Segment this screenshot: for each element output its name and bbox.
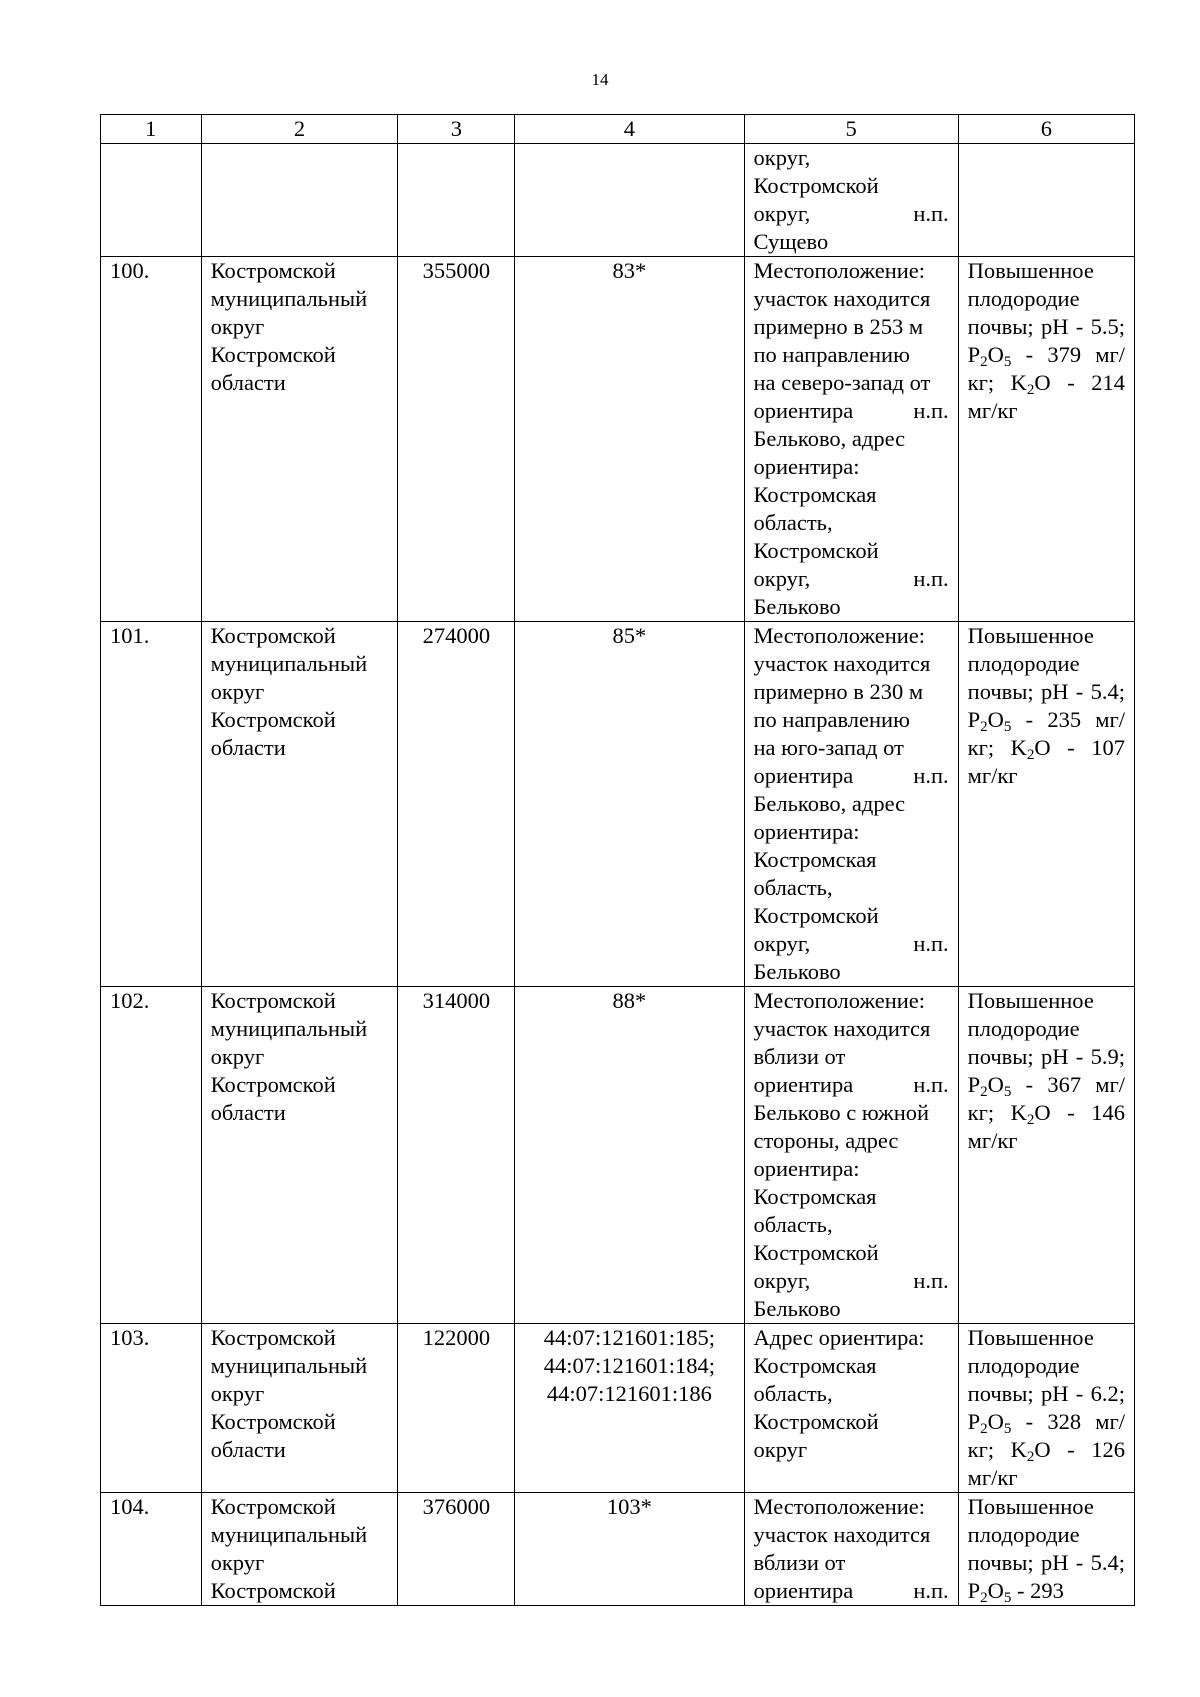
location-line (754, 1267, 949, 1295)
table-row (101, 1493, 1135, 1606)
p2o5-symbol: O (987, 1409, 1004, 1434)
district-line: округ (210, 314, 265, 339)
location-word: н.п. (913, 566, 949, 591)
k2o-symbol: O (1034, 1100, 1051, 1125)
location-line: Адрес ориентира: (753, 1325, 925, 1350)
location-line: Костромской (753, 903, 879, 928)
p2o5-subscript: 2 (980, 1590, 988, 1606)
k2o-value: 146 (1091, 1100, 1125, 1125)
p2o5-subscript: 5 (1003, 354, 1012, 370)
cadastral-cell (515, 987, 744, 1324)
table-cell (958, 144, 1134, 257)
p2o5-symbol: O (987, 707, 1004, 732)
p2o5-symbol: P (967, 342, 981, 367)
p2o5-symbol: O (987, 1072, 1004, 1097)
district-cell (201, 257, 398, 622)
continuation-row (101, 144, 1135, 257)
column-number: 1 (101, 115, 202, 144)
location-line (754, 397, 949, 425)
unit-mgkg: мг/кг (967, 1465, 1018, 1490)
location-line: Сущево (753, 229, 829, 254)
district-line: Костромской (210, 988, 336, 1013)
location-line: область, (753, 510, 833, 535)
location-line: Костромской (753, 1409, 879, 1434)
table-row (101, 622, 1135, 987)
row-number-cell: 103. (101, 1324, 202, 1493)
p2o5-subscript: 5 (1003, 719, 1012, 735)
district-line: муниципальный (210, 1522, 368, 1547)
district-line: Костромской (210, 707, 336, 732)
column-number: 6 (958, 115, 1134, 144)
location-word: н.п. (913, 763, 949, 788)
p2o5-value: 235 (1047, 707, 1082, 732)
location-line: Бельково (753, 594, 841, 619)
p2o5-subscript: 5 (1003, 1084, 1012, 1100)
location-line: участок находится (753, 286, 931, 311)
district-line: округ (210, 1550, 265, 1575)
p2o5-subscript: 2 (980, 354, 988, 370)
location-word: ориентира (753, 398, 854, 423)
column-number: 3 (398, 115, 515, 144)
p2o5-value: 328 (1047, 1409, 1082, 1434)
cadastral-cell (515, 1493, 744, 1606)
location-line (754, 200, 949, 228)
location-word: ориентира (753, 1072, 854, 1097)
location-line: Костромской (753, 173, 879, 198)
location-cell (744, 144, 958, 257)
p2o5-value: 379 (1047, 342, 1082, 367)
p2o5-subscript: 2 (980, 719, 988, 735)
location-line: ориентира: (753, 819, 860, 844)
k2o-value: 214 (1091, 370, 1125, 395)
location-line: область, (753, 1381, 833, 1406)
soil-heading: Повышенное плодородие почвы; pH - (967, 258, 1094, 339)
p2o5-subscript: 5 (1003, 1590, 1012, 1606)
district-line: Костромской (210, 1325, 336, 1350)
location-line (754, 1577, 949, 1605)
unit-mgkg: мг/кг (967, 398, 1018, 423)
location-line: округ (753, 1437, 808, 1462)
soil-heading: Повышенное плодородие почвы; pH - (967, 1494, 1094, 1575)
unit-mgkg: мг/кг (967, 763, 1018, 788)
k2o-subscript: 2 (1026, 382, 1035, 398)
district-line: Костромской (210, 342, 336, 367)
location-line: Местоположение: (753, 988, 926, 1013)
table-cell (398, 144, 515, 257)
unit-mgkg: мг/кг (967, 1409, 1125, 1462)
location-line (754, 565, 949, 593)
soil-heading: Повышенное плодородие почвы; pH - (967, 1325, 1094, 1406)
location-line: вблизи от (753, 1044, 846, 1069)
location-line: стороны, адрес (753, 1128, 899, 1153)
k2o-symbol: O (1034, 735, 1051, 760)
p2o5-symbol: P (967, 1409, 981, 1434)
location-line: область, (753, 1212, 833, 1237)
table-row (101, 257, 1135, 622)
ph-value: 5.4 (1090, 1550, 1119, 1575)
soil-heading: Повышенное плодородие почвы; pH - (967, 623, 1094, 704)
location-line: вблизи от (753, 1550, 846, 1575)
land-plots-table (100, 114, 1135, 1606)
location-word: округ, (753, 1268, 811, 1293)
district-line: округ (210, 1381, 265, 1406)
cadastral-cell (515, 1324, 744, 1493)
k2o-symbol: K (1010, 1437, 1027, 1462)
cadastral-line: 85* (612, 623, 647, 648)
location-cell (744, 1493, 958, 1606)
district-cell (201, 1324, 398, 1493)
k2o-subscript: 2 (1026, 1112, 1035, 1128)
district-line: Костромской (210, 1072, 336, 1097)
unit-mgkg: мг/кг (967, 1128, 1018, 1153)
district-line: округ (210, 1044, 265, 1069)
location-line: Бельково (753, 1296, 841, 1321)
row-number-cell: 100. (101, 257, 202, 622)
location-line: Бельково, адрес (753, 426, 906, 451)
k2o-symbol: K (1010, 735, 1027, 760)
area-cell: 314000 (398, 987, 515, 1324)
location-word: н.п. (913, 398, 949, 423)
district-line: области (210, 1100, 286, 1125)
location-line: Местоположение: (753, 1494, 926, 1519)
ph-value: 5.5 (1090, 314, 1119, 339)
location-line: участок находится (753, 1522, 931, 1547)
p2o5-subscript: 2 (980, 1084, 988, 1100)
location-cell (744, 1324, 958, 1493)
soil-fertility-cell: Повышенное плодородие почвы; pH - 5.4; $P_2O_5 - 235$ мг/кг; $K_2O - 107$ мг/кг (958, 622, 1134, 987)
location-line (754, 930, 949, 958)
district-cell (201, 1493, 398, 1606)
location-word: н.п. (913, 931, 949, 956)
district-line: муниципальный (210, 1353, 368, 1378)
table-cell (201, 144, 398, 257)
p2o5-subscript: 5 (1003, 1421, 1012, 1437)
district-line: Костромской (210, 1494, 336, 1519)
k2o-value: 107 (1091, 735, 1125, 760)
k2o-symbol: O (1034, 370, 1051, 395)
soil-fertility-cell: Повышенное плодородие почвы; pH - 5.5; $P_2O_5 - 379$ мг/кг; $K_2O - 214$ мг/кг (958, 257, 1134, 622)
p2o5-symbol: O (987, 1578, 1004, 1603)
area-cell: 274000 (398, 622, 515, 987)
location-cell (744, 257, 958, 622)
location-line: Костромской (753, 1240, 879, 1265)
location-line: Бельково, адрес (753, 791, 906, 816)
area-cell: 376000 (398, 1493, 515, 1606)
location-line (754, 762, 949, 790)
p2o5-value: 367 (1047, 1072, 1082, 1097)
location-cell (744, 622, 958, 987)
p2o5-symbol: O (987, 342, 1004, 367)
p2o5-symbol: P (967, 1578, 981, 1603)
soil-fertility-cell: Повышенное плодородие почвы; pH - 6.2; $P_2O_5 - 328$ мг/кг; $K_2O - 126$ мг/кг (958, 1324, 1134, 1493)
soil-fertility-cell: Повышенное плодородие почвы; pH - 5.9; $P_2O_5 - 367$ мг/кг; $K_2O - 146$ мг/кг (958, 987, 1134, 1324)
district-line: Костромской (210, 1409, 336, 1434)
k2o-symbol: K (1010, 1100, 1027, 1125)
table-row (101, 987, 1135, 1324)
column-number: 4 (515, 115, 744, 144)
district-line: округ (210, 679, 265, 704)
district-line: Костромской (210, 1578, 336, 1603)
row-number-cell: 102. (101, 987, 202, 1324)
location-cell (744, 987, 958, 1324)
location-line: на юго-запад от (753, 735, 904, 760)
location-line: Костромская (753, 847, 877, 872)
location-line: округ, (753, 145, 811, 170)
location-line: Бельково с южной (753, 1100, 930, 1125)
row-number-cell: 104. (101, 1493, 202, 1606)
location-word: н.п. (913, 1268, 949, 1293)
location-word: ориентира (753, 1578, 854, 1603)
location-line: Местоположение: (753, 258, 926, 283)
cadastral-line: 103* (606, 1494, 652, 1519)
location-line: Костромская (753, 1353, 877, 1378)
table-cell (515, 144, 744, 257)
location-line: по направлению (753, 707, 910, 732)
location-line: Костромская (753, 1184, 877, 1209)
location-line: Костромской (753, 538, 879, 563)
location-line: ориентира: (753, 454, 860, 479)
p2o5-value: 293 (1030, 1578, 1064, 1603)
district-line: Костромской (210, 258, 336, 283)
k2o-value: 126 (1091, 1437, 1125, 1462)
cadastral-line: 44:07:121601:185; (543, 1325, 715, 1350)
ph-value: 5.9 (1090, 1044, 1119, 1069)
location-word: округ, (753, 931, 811, 956)
column-number: 2 (201, 115, 398, 144)
location-line: примерно в 253 м (753, 314, 924, 339)
district-line: муниципальный (210, 651, 368, 676)
district-line: области (210, 1437, 286, 1462)
k2o-subscript: 2 (1026, 747, 1035, 763)
cadastral-line: 44:07:121601:186 (546, 1381, 712, 1406)
column-number-row (101, 115, 1135, 144)
district-line: области (210, 735, 286, 760)
p2o5-symbol: P (967, 1072, 981, 1097)
unit-mgkg: мг/кг (967, 707, 1125, 760)
location-line: участок находится (753, 651, 931, 676)
district-line: области (210, 370, 286, 395)
column-number: 5 (744, 115, 958, 144)
cadastral-line: 88* (612, 988, 647, 1013)
location-line (754, 1071, 949, 1099)
cadastral-line: 44:07:121601:184; (543, 1353, 715, 1378)
table-row (101, 1324, 1135, 1493)
k2o-symbol: O (1034, 1437, 1051, 1462)
district-line: муниципальный (210, 1016, 368, 1041)
district-line: Костромской (210, 623, 336, 648)
k2o-symbol: K (1010, 370, 1027, 395)
district-line: муниципальный (210, 286, 368, 311)
location-line: Местоположение: (753, 623, 926, 648)
soil-fertility-cell: Повышенное плодородие почвы; pH - 5.4; $P_2O_5 - 293$ (958, 1493, 1134, 1606)
location-word: округ, (753, 201, 811, 226)
location-word: н.п. (913, 1072, 949, 1097)
location-line: Бельково (753, 959, 841, 984)
soil-heading: Повышенное плодородие почвы; pH - (967, 988, 1094, 1069)
district-cell (201, 987, 398, 1324)
cadastral-cell (515, 622, 744, 987)
cadastral-line: 83* (612, 258, 647, 283)
location-line: по направлению (753, 342, 910, 367)
cadastral-cell (515, 257, 744, 622)
location-line: примерно в 230 м (753, 679, 924, 704)
p2o5-symbol: P (967, 707, 981, 732)
location-word: н.п. (913, 1578, 949, 1603)
ph-value: 6.2 (1090, 1381, 1119, 1406)
row-number-cell: 101. (101, 622, 202, 987)
unit-mgkg: мг/кг (967, 342, 1125, 395)
p2o5-subscript: 2 (980, 1421, 988, 1437)
ph-value: 5.4 (1090, 679, 1119, 704)
district-cell (201, 622, 398, 987)
location-line: на северо-запад от (753, 370, 931, 395)
location-word: ориентира (753, 763, 854, 788)
location-line: область, (753, 875, 833, 900)
location-word: н.п. (913, 201, 949, 226)
location-line: участок находится (753, 1016, 931, 1041)
location-line: ориентира: (753, 1156, 860, 1181)
area-cell: 122000 (398, 1324, 515, 1493)
area-cell: 355000 (398, 257, 515, 622)
k2o-subscript: 2 (1026, 1449, 1035, 1465)
location-line: Костромская (753, 482, 877, 507)
unit-mgkg: мг/кг (967, 1072, 1125, 1125)
page-number: 14 (591, 70, 609, 89)
table-cell (101, 144, 202, 257)
location-word: округ, (753, 566, 811, 591)
